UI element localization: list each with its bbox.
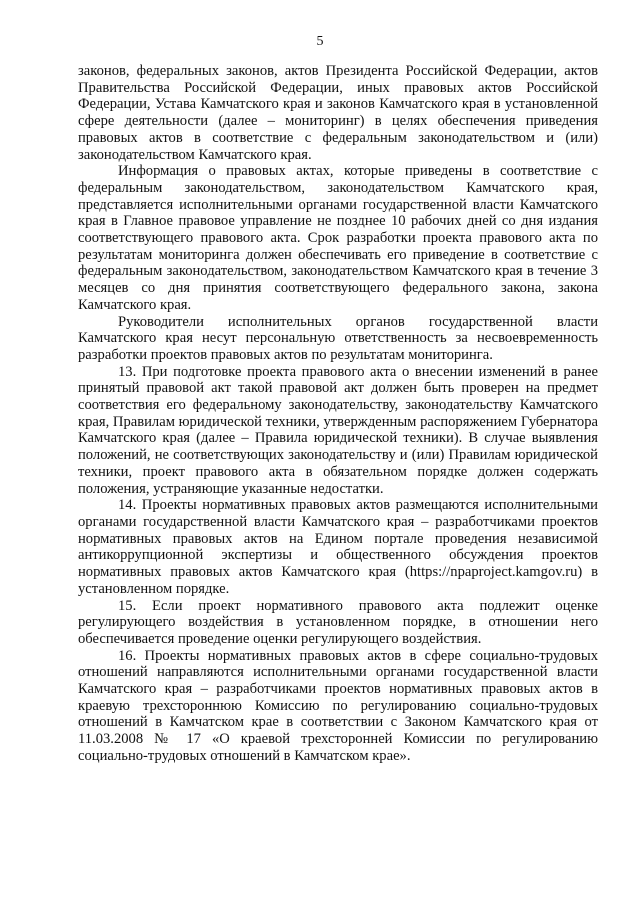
paragraph-monitoring-continuation: законов, федеральных законов, актов Президента Российской Федерации, актов Правительства Российской Федерации, иных правовых актов Российской Федерации, Устава Камчатского края и законов Камчатского края в установленной сфере деятельности (далее – мониторинг) в целях обеспечения приведения правовых актов в соответствие с федеральным законодательством и (или) законодательством Камчатского края. — [78, 63, 598, 163]
document-body — [78, 63, 598, 765]
paragraph-responsibility: Руководители исполнительных органов государственной власти Камчатского края несут персональную ответственность за несвоевременность разработки проектов правовых актов по результатам мониторинга. — [78, 313, 598, 363]
page-number: 5 — [316, 34, 324, 49]
paragraph-item-14: 14. Проекты нормативных правовых актов размещаются исполнительными органами государственной власти Камчатского края – разработчиками проектов нормативных правовых актов на Едином портале проведения независимой антикоррупционной экспертизы и общественного обсуждения проектов нормативных правовых актов Камчатского края (https://npaproject.kamgov.ru) в установленном порядке. — [78, 497, 598, 597]
paragraph-information: Информация о правовых актах, которые приведены в соответствие с федеральным законодательством, законодательством Камчатского края, представляется исполнительными органами государственной власти Камчатского края в Главное правовое управление не позднее 10 рабочих дней со дня издания соответствующего правового акта. Срок разработки проекта правового акта по результатам мониторинга должен обеспечивать его приведение в соответствие с федеральным законодательством, законодательством Камчатского края в течение 3 месяцев со дня принятия соответствующего федерального закона, закона Камчатского края. — [78, 163, 598, 313]
paragraph-item-16: 16. Проекты нормативных правовых актов в сфере социально-трудовых отношений направляются исполнительными органами государственной власти Камчатского края – разработчиками проектов нормативных правовых актов в краевую трехстороннюю Комиссию по регулированию социально-трудовых отношений в Камчатском крае в соответствии с Законом Камчатского края от 11.03.2008 № 17 «О краевой трехсторонней Комиссии по регулированию социально-трудовых отношений в Камчатском крае». — [78, 647, 598, 764]
paragraph-item-15: 15. Если проект нормативного правового акта подлежит оценке регулирующего воздействия в установленном порядке, в отношении него обеспечивается проведение оценки регулирующего воздействия. — [78, 597, 598, 647]
paragraph-item-13: 13. При подготовке проекта правового акта о внесении изменений в ранее принятый правовой акт такой правовой акт должен быть проверен на предмет соответствия его федеральному законодательству, законодательству Камчатского края, Правилам юридической техники, утвержденным распоряжением Губернатора Камчатского края (далее – Правила юридической техники). В случае выявления положений, не соответствующих законодательству и (или) Правилам юридической техники, проект правового акта в обязательном порядке должен содержать положения, устраняющие указанные недостатки. — [78, 363, 598, 497]
